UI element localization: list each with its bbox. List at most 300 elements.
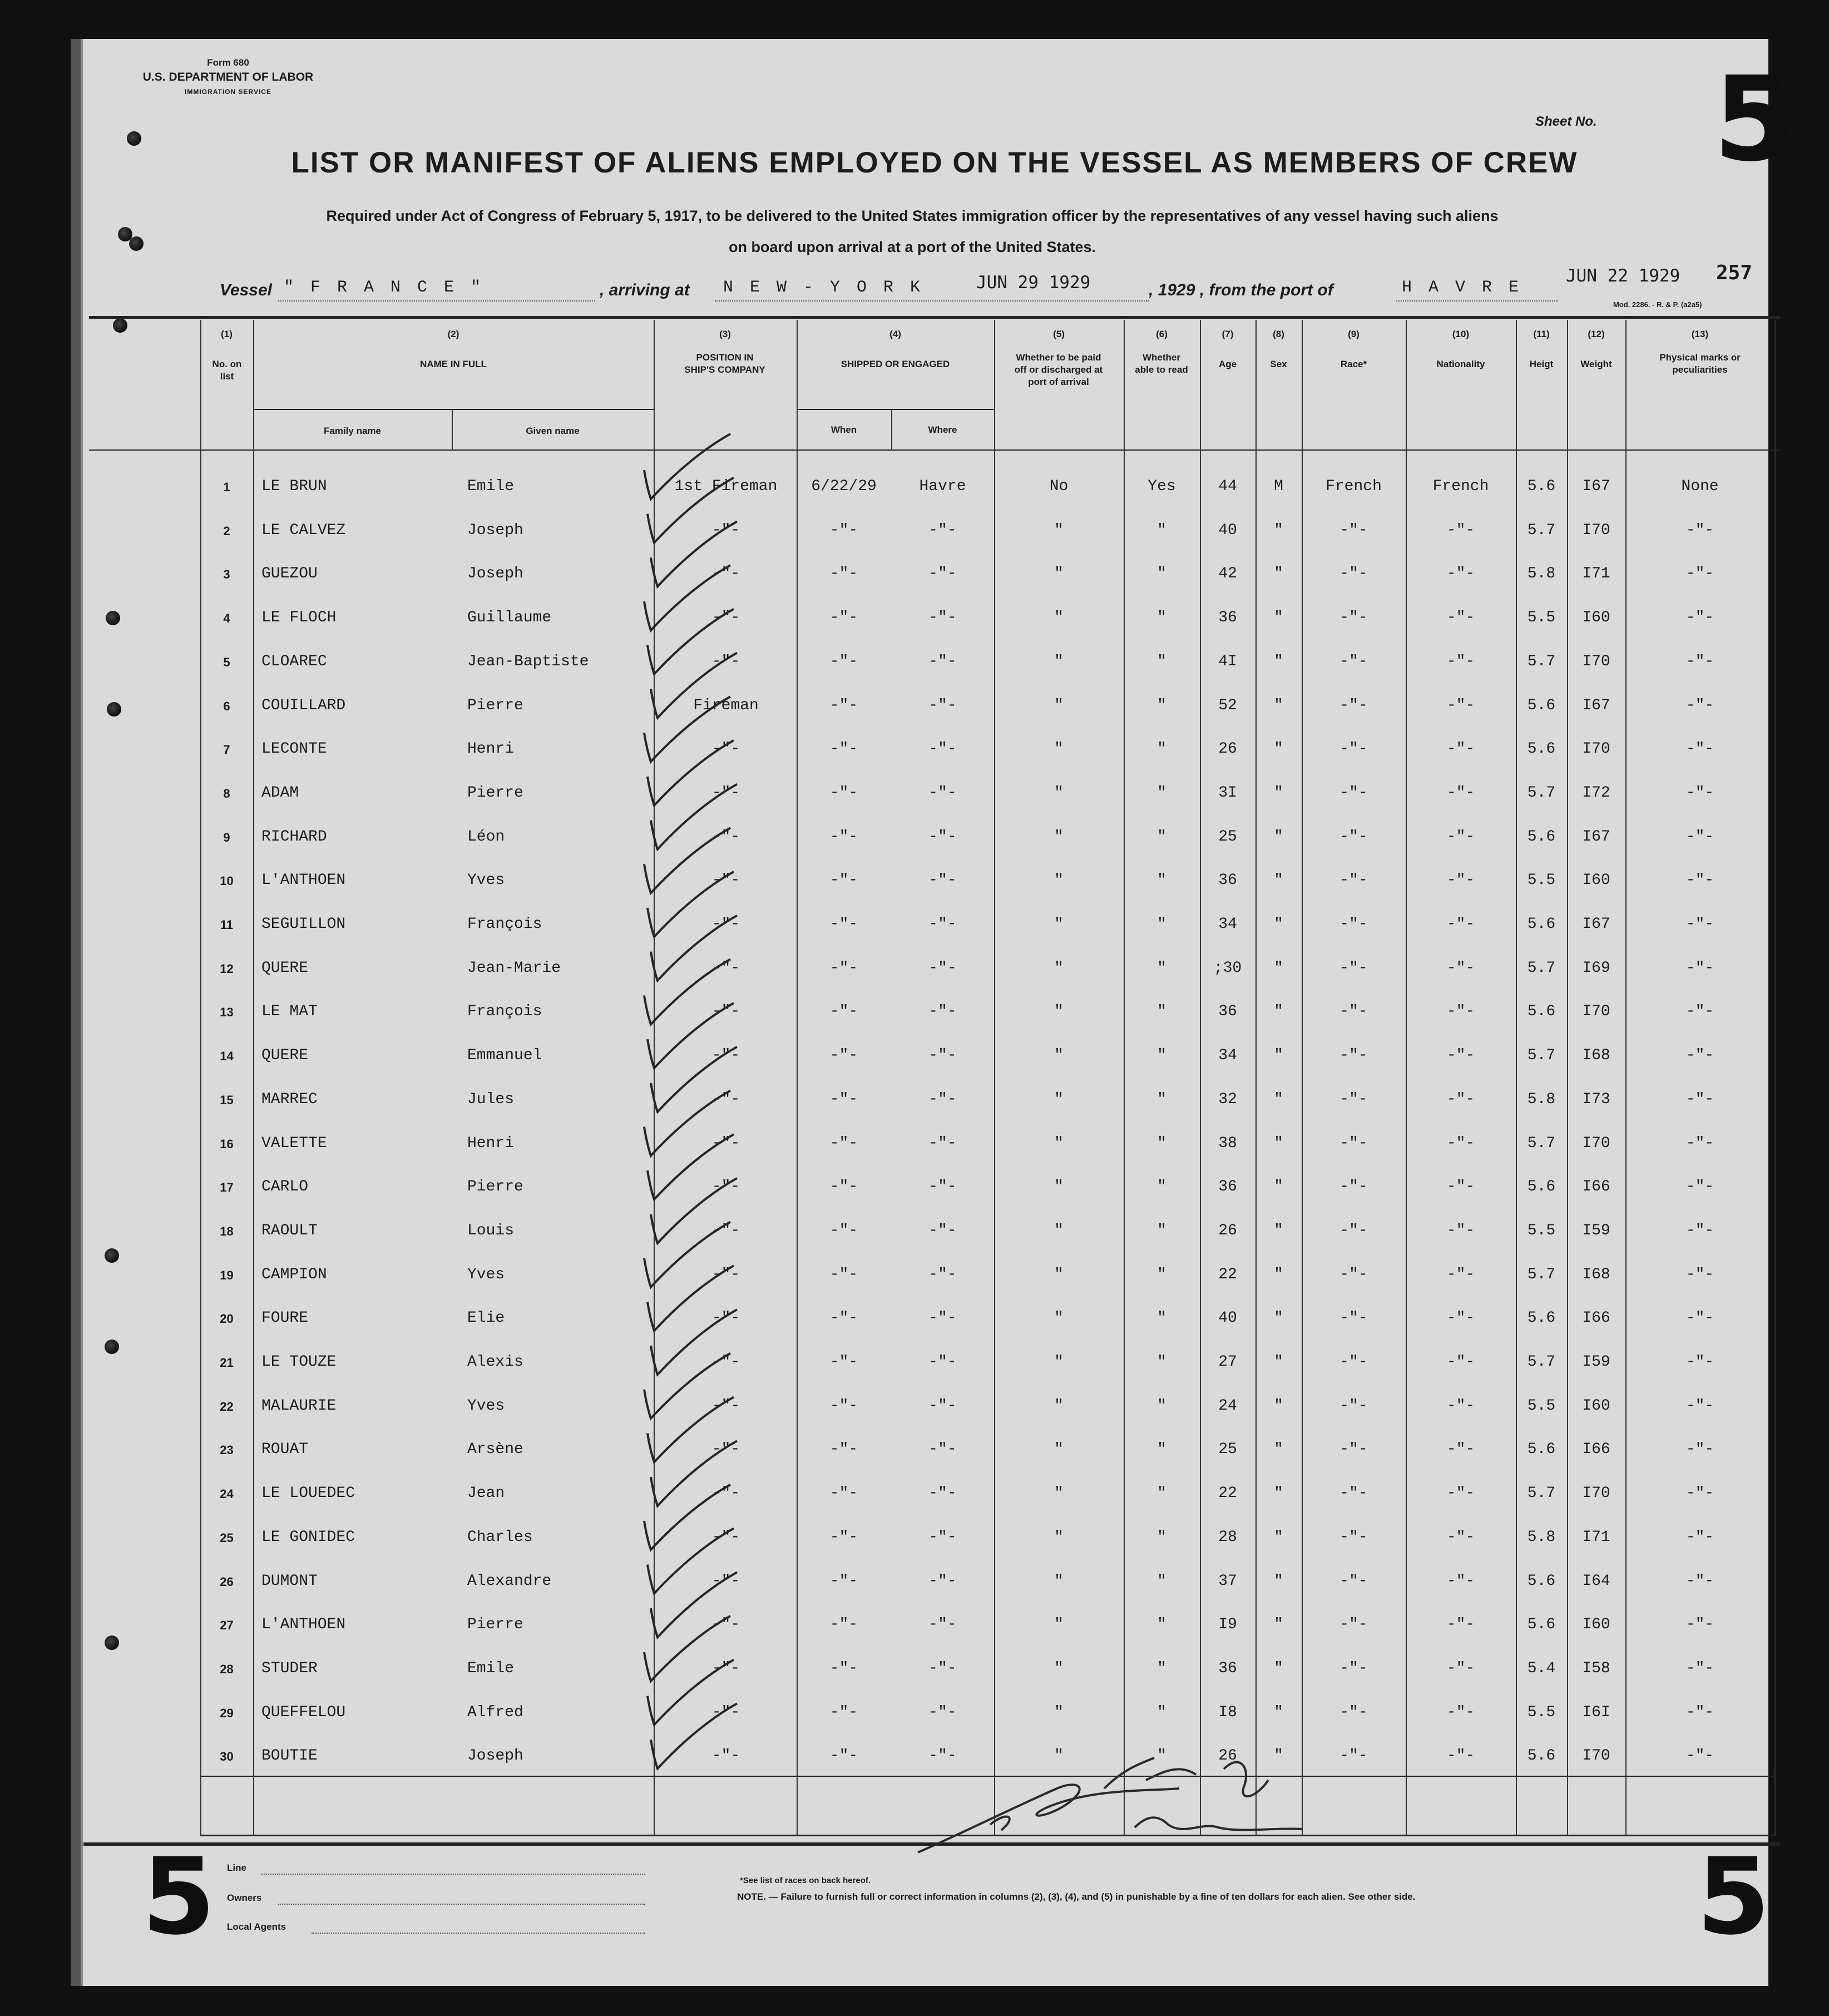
cell-sex: " bbox=[1274, 1397, 1283, 1415]
cell-height: 5.6 bbox=[1527, 696, 1556, 714]
cell-race: -"- bbox=[1339, 1616, 1368, 1634]
cell-height: 5.8 bbox=[1527, 1090, 1556, 1108]
cell-height: 5.6 bbox=[1527, 1572, 1556, 1590]
cell-when: -"- bbox=[829, 1397, 858, 1415]
cell-position: -"- bbox=[711, 1003, 740, 1021]
line-label: Line bbox=[227, 1862, 246, 1873]
cell-age: 22 bbox=[1218, 1266, 1237, 1283]
cell-paid: " bbox=[1054, 1178, 1064, 1196]
cell-family: COUILLARD bbox=[261, 696, 346, 714]
cell-weight: I67 bbox=[1582, 696, 1610, 714]
cell-sex: " bbox=[1274, 1222, 1283, 1239]
cell-marks: -"- bbox=[1685, 565, 1714, 583]
cell-paid: No bbox=[1049, 478, 1069, 495]
cell-paid: " bbox=[1054, 1222, 1064, 1239]
sheet-number-bottom-left: 5 bbox=[142, 1835, 216, 1958]
cell-no: 27 bbox=[220, 1618, 234, 1633]
subheader-rule bbox=[253, 409, 654, 410]
cell-age: 26 bbox=[1218, 1222, 1237, 1239]
cell-no: 6 bbox=[223, 699, 230, 713]
col-2-title: NAME IN FULL bbox=[420, 359, 487, 369]
cell-given: Yves bbox=[467, 1266, 505, 1283]
cell-position: -"- bbox=[711, 1310, 740, 1327]
cell-where: -"- bbox=[928, 1222, 957, 1239]
cell-marks: -"- bbox=[1685, 959, 1714, 977]
cell-paid: " bbox=[1054, 1572, 1064, 1590]
column-rule bbox=[1774, 320, 1776, 1836]
cell-sex: " bbox=[1274, 1090, 1283, 1108]
line-underline bbox=[261, 1874, 645, 1875]
cell-read: " bbox=[1157, 1397, 1166, 1415]
cell-when: -"- bbox=[829, 653, 858, 670]
cell-weight: I60 bbox=[1582, 872, 1610, 890]
cell-age: 25 bbox=[1218, 828, 1237, 846]
col-7-header bbox=[1200, 328, 1255, 370]
sheet-label: Sheet No. bbox=[1535, 114, 1597, 129]
cell-height: 5.6 bbox=[1527, 478, 1556, 495]
cell-sex: " bbox=[1274, 740, 1283, 758]
col-12-header bbox=[1567, 328, 1625, 370]
cell-paid: " bbox=[1054, 1353, 1064, 1371]
cell-where: -"- bbox=[928, 609, 957, 627]
cell-race: -"- bbox=[1339, 1703, 1368, 1721]
col-1-number: (1) bbox=[221, 329, 233, 339]
col-13-header bbox=[1625, 328, 1774, 376]
cell-sex: " bbox=[1274, 959, 1283, 977]
cell-race: -"- bbox=[1339, 521, 1368, 539]
col-4-header bbox=[797, 328, 994, 370]
mod-reference: Mod. 2286. - R. & P. (a2a5) bbox=[1613, 300, 1702, 309]
col-3-number: (3) bbox=[719, 329, 731, 339]
cell-height: 5.7 bbox=[1527, 1266, 1556, 1283]
col-1-title: No. on list bbox=[212, 359, 242, 382]
col-6-number: (6) bbox=[1156, 329, 1168, 339]
cell-read: " bbox=[1157, 1441, 1166, 1459]
cell-weight: I60 bbox=[1582, 1397, 1610, 1415]
cell-sex: " bbox=[1274, 1703, 1283, 1721]
cell-given: Arsène bbox=[467, 1441, 523, 1459]
year-label: , 1929 , from the port of bbox=[1149, 281, 1333, 299]
cell-no: 3 bbox=[223, 567, 230, 582]
cell-position: -"- bbox=[711, 740, 740, 758]
cell-race: -"- bbox=[1339, 565, 1368, 583]
cell-marks: -"- bbox=[1685, 696, 1714, 714]
cell-weight: I67 bbox=[1582, 916, 1610, 933]
column-rule bbox=[1516, 320, 1517, 1836]
cell-where: Havre bbox=[919, 478, 966, 495]
cell-age: 36 bbox=[1218, 1178, 1237, 1196]
cell-paid: " bbox=[1054, 609, 1064, 627]
cell-read: " bbox=[1157, 609, 1166, 627]
column-rule bbox=[797, 320, 798, 1836]
cell-nationality: -"- bbox=[1446, 1047, 1475, 1065]
col-4b-header: Where bbox=[928, 424, 957, 435]
table-top-rule bbox=[89, 316, 1780, 319]
cell-weight: I69 bbox=[1582, 959, 1610, 977]
cell-position: -"- bbox=[711, 1178, 740, 1196]
cell-where: -"- bbox=[928, 1178, 957, 1196]
col-12-title: Weight bbox=[1580, 359, 1612, 369]
cell-nationality: -"- bbox=[1446, 1003, 1475, 1021]
cell-given: Pierre bbox=[467, 1616, 523, 1634]
cell-paid: " bbox=[1054, 872, 1064, 890]
cell-read: " bbox=[1157, 1528, 1166, 1546]
cell-position: -"- bbox=[711, 1572, 740, 1590]
cell-when: -"- bbox=[829, 1090, 858, 1108]
cell-where: -"- bbox=[928, 740, 957, 758]
cell-read: " bbox=[1157, 1266, 1166, 1283]
punch-hole bbox=[105, 1635, 119, 1650]
cell-when: -"- bbox=[829, 1178, 858, 1196]
cell-weight: I68 bbox=[1582, 1266, 1610, 1283]
cell-paid: " bbox=[1054, 1134, 1064, 1152]
cell-age: 40 bbox=[1218, 521, 1237, 539]
cell-where: -"- bbox=[928, 1090, 957, 1108]
cell-where: -"- bbox=[928, 828, 957, 846]
cell-when: -"- bbox=[829, 959, 858, 977]
cell-family: CLOAREC bbox=[261, 653, 327, 670]
cell-when: -"- bbox=[829, 1572, 858, 1590]
arriving-label: , arriving at bbox=[600, 281, 690, 299]
cell-height: 5.7 bbox=[1527, 1353, 1556, 1371]
cell-given: Louis bbox=[467, 1222, 515, 1239]
cell-age: 40 bbox=[1218, 1310, 1237, 1327]
cell-no: 12 bbox=[220, 961, 234, 976]
cell-no: 14 bbox=[220, 1049, 234, 1064]
cell-race: -"- bbox=[1339, 1310, 1368, 1327]
cell-where: -"- bbox=[928, 565, 957, 583]
punch-hole bbox=[127, 131, 141, 146]
cell-height: 5.5 bbox=[1527, 1703, 1556, 1721]
cell-marks: -"- bbox=[1685, 1572, 1714, 1590]
cell-given: Jean-Marie bbox=[467, 959, 561, 977]
cell-when: -"- bbox=[829, 1222, 858, 1239]
cell-given: Alexandre bbox=[467, 1572, 552, 1590]
cell-family: ROUAT bbox=[261, 1441, 309, 1459]
cell-family: VALETTE bbox=[261, 1134, 327, 1152]
cell-family: SEGUILLON bbox=[261, 916, 346, 933]
cell-paid: " bbox=[1054, 740, 1064, 758]
cell-family: L'ANTHOEN bbox=[261, 872, 346, 890]
cell-nationality: -"- bbox=[1446, 609, 1475, 627]
cell-weight: I70 bbox=[1582, 1003, 1610, 1021]
col-2a-header: Family name bbox=[324, 426, 381, 436]
cell-marks: -"- bbox=[1685, 1703, 1714, 1721]
column-rule bbox=[1302, 320, 1303, 1836]
cell-marks: -"- bbox=[1685, 1747, 1714, 1765]
cell-nationality: -"- bbox=[1446, 828, 1475, 846]
subheader-rule bbox=[797, 409, 994, 410]
cell-race: -"- bbox=[1339, 653, 1368, 670]
cell-where: -"- bbox=[928, 1134, 957, 1152]
col-7-number: (7) bbox=[1222, 329, 1234, 339]
cell-age: 44 bbox=[1218, 478, 1237, 495]
cell-where: -"- bbox=[928, 1310, 957, 1327]
cell-read: " bbox=[1157, 565, 1166, 583]
cell-weight: I60 bbox=[1582, 1616, 1610, 1634]
column-rule bbox=[1124, 320, 1125, 1836]
cell-given: Guillaume bbox=[467, 609, 552, 627]
col-7-title: Age bbox=[1218, 359, 1237, 369]
cell-age: 37 bbox=[1218, 1572, 1237, 1590]
cell-family: STUDER bbox=[261, 1659, 318, 1677]
cell-age: 4I bbox=[1218, 653, 1237, 670]
cell-marks: -"- bbox=[1685, 1397, 1714, 1415]
vessel-underline bbox=[278, 300, 595, 302]
cell-weight: I72 bbox=[1582, 784, 1610, 802]
table-bottom-rule bbox=[200, 1835, 1774, 1836]
cell-race: -"- bbox=[1339, 1528, 1368, 1546]
cell-marks: -"- bbox=[1685, 1047, 1714, 1065]
cell-height: 5.5 bbox=[1527, 609, 1556, 627]
cell-nationality: -"- bbox=[1446, 1397, 1475, 1415]
cell-height: 5.7 bbox=[1527, 653, 1556, 670]
cell-height: 5.7 bbox=[1527, 521, 1556, 539]
cell-position: Fireman bbox=[693, 696, 759, 714]
cell-marks: -"- bbox=[1685, 1441, 1714, 1459]
col-13-title: Physical marks or peculiarities bbox=[1659, 352, 1741, 375]
cell-no: 13 bbox=[220, 1005, 234, 1020]
cell-sex: " bbox=[1274, 916, 1283, 933]
column-rule bbox=[200, 320, 201, 1836]
cell-sex: " bbox=[1274, 1266, 1283, 1283]
cell-read: " bbox=[1157, 916, 1166, 933]
cell-weight: I64 bbox=[1582, 1572, 1610, 1590]
cell-nationality: -"- bbox=[1446, 1703, 1475, 1721]
cell-sex: " bbox=[1274, 1747, 1283, 1765]
cell-when: -"- bbox=[829, 1047, 858, 1065]
cell-marks: -"- bbox=[1685, 740, 1714, 758]
cell-position: -"- bbox=[711, 609, 740, 627]
races-note: *See list of races on back hereof. bbox=[740, 1876, 871, 1885]
cell-age: 34 bbox=[1218, 1047, 1237, 1065]
col-6-header bbox=[1124, 328, 1200, 376]
cell-height: 5.6 bbox=[1527, 1310, 1556, 1327]
cell-height: 5.6 bbox=[1527, 1003, 1556, 1021]
cell-when: -"- bbox=[829, 1003, 858, 1021]
cell-where: -"- bbox=[928, 521, 957, 539]
cell-family: LE FLOCH bbox=[261, 609, 337, 627]
cell-no: 30 bbox=[220, 1750, 234, 1764]
cell-age: 38 bbox=[1218, 1134, 1237, 1152]
cell-no: 21 bbox=[220, 1356, 234, 1370]
cell-position: 1st Fireman bbox=[674, 478, 778, 495]
cell-age: 36 bbox=[1218, 1003, 1237, 1021]
cell-weight: I6I bbox=[1582, 1703, 1610, 1721]
cell-family: FOURE bbox=[261, 1310, 309, 1327]
cell-no: 24 bbox=[220, 1487, 234, 1501]
cell-race: -"- bbox=[1339, 916, 1368, 933]
cell-marks: -"- bbox=[1685, 784, 1714, 802]
cell-race: -"- bbox=[1339, 1003, 1368, 1021]
cell-read: " bbox=[1157, 959, 1166, 977]
cell-age: 26 bbox=[1218, 1747, 1237, 1765]
cell-when: -"- bbox=[829, 1659, 858, 1677]
cell-paid: " bbox=[1054, 1003, 1064, 1021]
cell-marks: -"- bbox=[1685, 1659, 1714, 1677]
cell-sex: " bbox=[1274, 565, 1283, 583]
cell-height: 5.7 bbox=[1527, 959, 1556, 977]
sheet-number-bottom-right: 5 bbox=[1697, 1835, 1771, 1958]
col-8-title: Sex bbox=[1270, 359, 1287, 369]
cell-marks: -"- bbox=[1685, 1616, 1714, 1634]
cell-given: Joseph bbox=[467, 1747, 523, 1765]
agents-label: Local Agents bbox=[227, 1921, 286, 1932]
cell-weight: I58 bbox=[1582, 1659, 1610, 1677]
punch-hole bbox=[105, 1340, 119, 1354]
cell-weight: I66 bbox=[1582, 1178, 1610, 1196]
cell-position: -"- bbox=[711, 1266, 740, 1283]
cell-given: Henri bbox=[467, 740, 515, 758]
cell-age: 34 bbox=[1218, 916, 1237, 933]
col-4a-header: When bbox=[831, 424, 857, 435]
cell-paid: " bbox=[1054, 1528, 1064, 1546]
service: IMMIGRATION SERVICE bbox=[185, 88, 271, 96]
cell-paid: " bbox=[1054, 1441, 1064, 1459]
punch-hole bbox=[107, 702, 121, 717]
cell-race: -"- bbox=[1339, 740, 1368, 758]
cell-nationality: -"- bbox=[1446, 1659, 1475, 1677]
cell-paid: " bbox=[1054, 1485, 1064, 1503]
cell-marks: None bbox=[1681, 478, 1719, 495]
cell-no: 16 bbox=[220, 1137, 234, 1151]
cell-nationality: -"- bbox=[1446, 1485, 1475, 1503]
cell-given: Charles bbox=[467, 1528, 533, 1546]
cell-sex: " bbox=[1274, 1003, 1283, 1021]
cell-when: -"- bbox=[829, 740, 858, 758]
column-rule bbox=[994, 320, 995, 1836]
cell-where: -"- bbox=[928, 1572, 957, 1590]
cell-family: QUEFFELOU bbox=[261, 1703, 346, 1721]
cell-when: -"- bbox=[829, 1441, 858, 1459]
cell-read: Yes bbox=[1148, 478, 1176, 495]
cell-race: -"- bbox=[1339, 696, 1368, 714]
cell-where: -"- bbox=[928, 1659, 957, 1677]
cell-when: -"- bbox=[829, 1528, 858, 1546]
cell-read: " bbox=[1157, 1616, 1166, 1634]
form-header bbox=[83, 56, 373, 99]
cell-no: 26 bbox=[220, 1574, 234, 1589]
cell-race: -"- bbox=[1339, 1090, 1368, 1108]
cell-given: Henri bbox=[467, 1134, 515, 1152]
cell-sex: " bbox=[1274, 521, 1283, 539]
cell-no: 1 bbox=[223, 480, 230, 494]
cell-paid: " bbox=[1054, 1659, 1064, 1677]
cell-sex: " bbox=[1274, 872, 1283, 890]
cell-read: " bbox=[1157, 872, 1166, 890]
cell-weight: I70 bbox=[1582, 740, 1610, 758]
cell-age: 28 bbox=[1218, 1528, 1237, 1546]
cell-where: -"- bbox=[928, 653, 957, 670]
cell-race: -"- bbox=[1339, 959, 1368, 977]
cell-position: -"- bbox=[711, 653, 740, 670]
cell-sex: " bbox=[1274, 609, 1283, 627]
cell-nationality: French bbox=[1432, 478, 1489, 495]
cell-position: -"- bbox=[711, 784, 740, 802]
col-2b-header: Given name bbox=[526, 426, 580, 436]
cell-height: 5.7 bbox=[1527, 1134, 1556, 1152]
cell-where: -"- bbox=[928, 1528, 957, 1546]
cell-position: -"- bbox=[711, 1353, 740, 1371]
cell-nationality: -"- bbox=[1446, 1747, 1475, 1765]
cell-weight: I70 bbox=[1582, 653, 1610, 670]
cell-given: Alfred bbox=[467, 1703, 523, 1721]
column-rule bbox=[1625, 320, 1627, 1836]
cell-when: -"- bbox=[829, 784, 858, 802]
cell-family: L'ANTHOEN bbox=[261, 1616, 346, 1634]
cell-position: -"- bbox=[711, 916, 740, 933]
cell-when: -"- bbox=[829, 1616, 858, 1634]
cell-nationality: -"- bbox=[1446, 653, 1475, 670]
cell-position: -"- bbox=[711, 1616, 740, 1634]
cell-where: -"- bbox=[928, 916, 957, 933]
cell-age: 27 bbox=[1218, 1353, 1237, 1371]
cell-height: 5.5 bbox=[1527, 1222, 1556, 1239]
arrival-date-stamp: JUN 29 1929 bbox=[976, 273, 1091, 293]
col-9-header bbox=[1302, 328, 1406, 370]
cell-nationality: -"- bbox=[1446, 696, 1475, 714]
cell-race: -"- bbox=[1339, 1134, 1368, 1152]
cell-read: " bbox=[1157, 784, 1166, 802]
cell-when: -"- bbox=[829, 916, 858, 933]
cell-age: 24 bbox=[1218, 1397, 1237, 1415]
cell-sex: " bbox=[1274, 1310, 1283, 1327]
cell-family: RICHARD bbox=[261, 828, 327, 846]
cell-no: 7 bbox=[223, 743, 230, 757]
column-rule bbox=[1567, 320, 1568, 1836]
cell-no: 11 bbox=[220, 918, 234, 932]
cell-read: " bbox=[1157, 696, 1166, 714]
cell-height: 5.7 bbox=[1527, 784, 1556, 802]
cell-race: -"- bbox=[1339, 609, 1368, 627]
cell-no: 10 bbox=[220, 874, 234, 888]
cell-nationality: -"- bbox=[1446, 1266, 1475, 1283]
cell-family: GUEZOU bbox=[261, 565, 318, 583]
sheet-number-top: 5 bbox=[1713, 51, 1795, 187]
cell-nationality: -"- bbox=[1446, 872, 1475, 890]
cell-when: -"- bbox=[829, 1266, 858, 1283]
cell-nationality: -"- bbox=[1446, 1134, 1475, 1152]
cell-nationality: -"- bbox=[1446, 1178, 1475, 1196]
col-2-header bbox=[253, 328, 654, 370]
cell-sex: " bbox=[1274, 828, 1283, 846]
table-header-rule bbox=[89, 449, 1780, 451]
cell-given: Elie bbox=[467, 1310, 505, 1327]
cell-paid: " bbox=[1054, 521, 1064, 539]
cell-given: Emile bbox=[467, 478, 515, 495]
cell-family: MARREC bbox=[261, 1090, 318, 1108]
cell-paid: " bbox=[1054, 565, 1064, 583]
manifest-number: 257 bbox=[1716, 261, 1753, 284]
cell-age: ;30 bbox=[1213, 959, 1242, 977]
cell-sex: " bbox=[1274, 1353, 1283, 1371]
from-port: H A V R E bbox=[1402, 278, 1522, 297]
cell-position: -"- bbox=[711, 565, 740, 583]
cell-given: Emmanuel bbox=[467, 1047, 542, 1065]
cell-family: LE GONIDEC bbox=[261, 1528, 355, 1546]
cell-weight: I71 bbox=[1582, 1528, 1610, 1546]
cell-paid: " bbox=[1054, 696, 1064, 714]
cell-age: 36 bbox=[1218, 1659, 1237, 1677]
col-4-number: (4) bbox=[889, 329, 901, 339]
cell-nationality: -"- bbox=[1446, 1572, 1475, 1590]
cell-sex: M bbox=[1274, 478, 1283, 495]
cell-race: -"- bbox=[1339, 1485, 1368, 1503]
subtitle-line-1: Required under Act of Congress of February 5, 1917, to be delivered to the United States immigration officer by the representatives of any vessel having such aliens bbox=[326, 207, 1499, 224]
col-9-title: Race* bbox=[1340, 359, 1367, 369]
column-rule bbox=[1406, 320, 1407, 1836]
cell-nationality: -"- bbox=[1446, 1090, 1475, 1108]
